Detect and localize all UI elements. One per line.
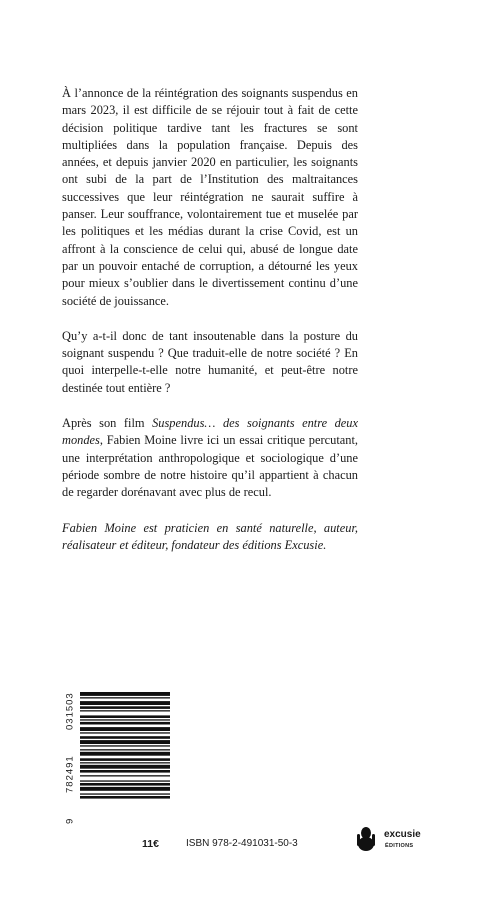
paragraph-intro: À l’annonce de la réintégration des soignants suspendus en mars 2023, il est difficile de se réjouir tout à fait de cette décision politique tardive tant les fractures se sont multipliées dans la population française. Depuis des années, et depuis janvier 2020 en particulier, les soignants ont subi de la part de l’Institution des maltraitances successives que leur réintégration ne saurait suffire à panser. Leur souffrance, volontairement tue et muselée par les politiques et les médias durant la crise Covid, est un affront à la conscience de celui qui, abusé de longue date par un pouvoir entaché de corruption, a détourné les yeux pour mieux s’oublier dans le divertissement continu d’une société de jouissance. [62, 86, 358, 308]
paragraph-film-end: , Fabien Moine livre ici un essai critique percutant, une interprétation anthropologique et sociologique d’une période sombre de notre histoire qu’il appartient à chacun de regarder dorénavant avec plus de recul. [62, 433, 358, 500]
publisher-sub: ÉDITIONS [385, 843, 414, 849]
paragraph-film [62, 415, 358, 501]
barcode-digits [62, 692, 78, 824]
barcode-digit-1: 9 [64, 817, 76, 824]
paragraph-questions: Qu’y a-t-il donc de tant insoutenable dans la posture du soignant suspendu ? Que traduit-elle de notre société ? En quoi interpelle-t-elle notre humanité, et peut-être notre destinée tout entière ? [62, 328, 358, 395]
author-note-text: Fabien Moine est praticien en santé naturelle, auteur, réalisateur et éditeur, fondateur des éditions Excusie. [62, 520, 358, 552]
barcode-digit-3: 031503 [64, 692, 76, 730]
back-cover-text [62, 85, 358, 572]
isbn-label: ISBN 978-2-491031-50-3 [186, 838, 298, 849]
barcode-digit-2: 782491 [64, 754, 76, 793]
price-label: 11€ [142, 838, 159, 850]
barcode [80, 692, 170, 824]
paragraph-film-start: Après son film [62, 416, 153, 431]
author-note [62, 520, 358, 555]
film-title: Suspendus… des soignants entre deux mondes [62, 416, 359, 448]
publisher-name: excusie [384, 829, 421, 840]
